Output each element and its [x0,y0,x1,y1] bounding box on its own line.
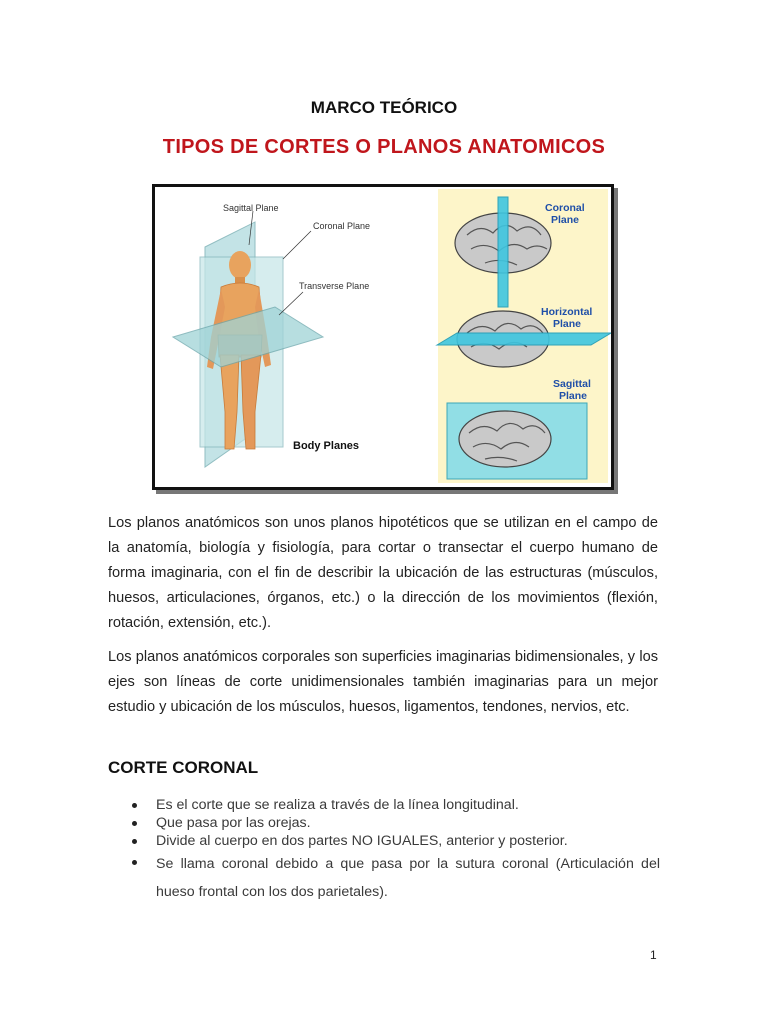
bullet-icon [132,839,137,844]
section-title-corte-coronal: CORTE CORONAL [108,758,259,777]
bullet-icon [132,821,137,826]
horizontal-brain-label-2: Plane [553,318,582,330]
coronal-brain-label-2: Plane [551,214,580,226]
corte-coronal-bullet-list [108,796,660,906]
transverse-plane-label: Transverse Plane [299,281,370,291]
sagittal-brain-label-1: Sagittal [553,378,591,390]
sagittal-plane-label: Sagittal Plane [223,203,279,213]
sagittal-brain-label-2: Plane [559,390,588,402]
page-number: 1 [650,948,657,962]
list-item [108,814,660,832]
list-item [108,796,660,814]
coronal-plane-label: Coronal Plane [313,221,371,231]
body-planes-caption: Body Planes [293,440,360,452]
list-item [108,832,660,850]
bullet-icon [132,803,137,808]
list-item-text: Que pasa por las orejas. [156,815,311,831]
horizontal-brain-label-1: Horizontal [541,306,593,318]
document-heading: MARCO TEÓRICO [310,98,458,117]
list-item-text: Es el corte que se realiza a través de la línea longitudinal. [156,797,519,813]
anatomical-planes-figure [152,184,614,490]
anatomical-planes-illustration [155,187,611,487]
coronal-brain-label-1: Coronal [545,202,585,214]
list-item [108,850,660,906]
document-title: TIPOS DE CORTES O PLANOS ANATOMICOS [162,136,606,158]
bullet-icon [132,860,137,865]
brain-sagittal [447,403,587,479]
paragraph-definition: Los planos anatómicos son unos planos hipotéticos que se utilizan en el campo de la anatomía, biología y fisiología, para cortar o transectar el cuerpo humano de forma imaginaria, con el fin de describir la ubicación de las estructuras (músculos, huesos, articulaciones, órganos, etc.) o la dirección de los movimientos (flexión, rotación, extensión, etc.). [108,515,658,631]
list-item-text: Se llama coronal debido a que pasa por la sutura coronal (Articulación del hueso frontal con los dos parietales). [156,856,660,900]
paragraph-planes-axes: Los planos anatómicos corporales son superficies imaginarias bidimensionales, y los ejes son líneas de corte unidimensionales también imaginarias para un mejor estudio y ubicación de los músculos, huesos, ligamentos, tendones, nervios, etc. [108,649,658,715]
list-item-text: Divide al cuerpo en dos partes NO IGUALES, anterior y posterior. [156,833,568,849]
